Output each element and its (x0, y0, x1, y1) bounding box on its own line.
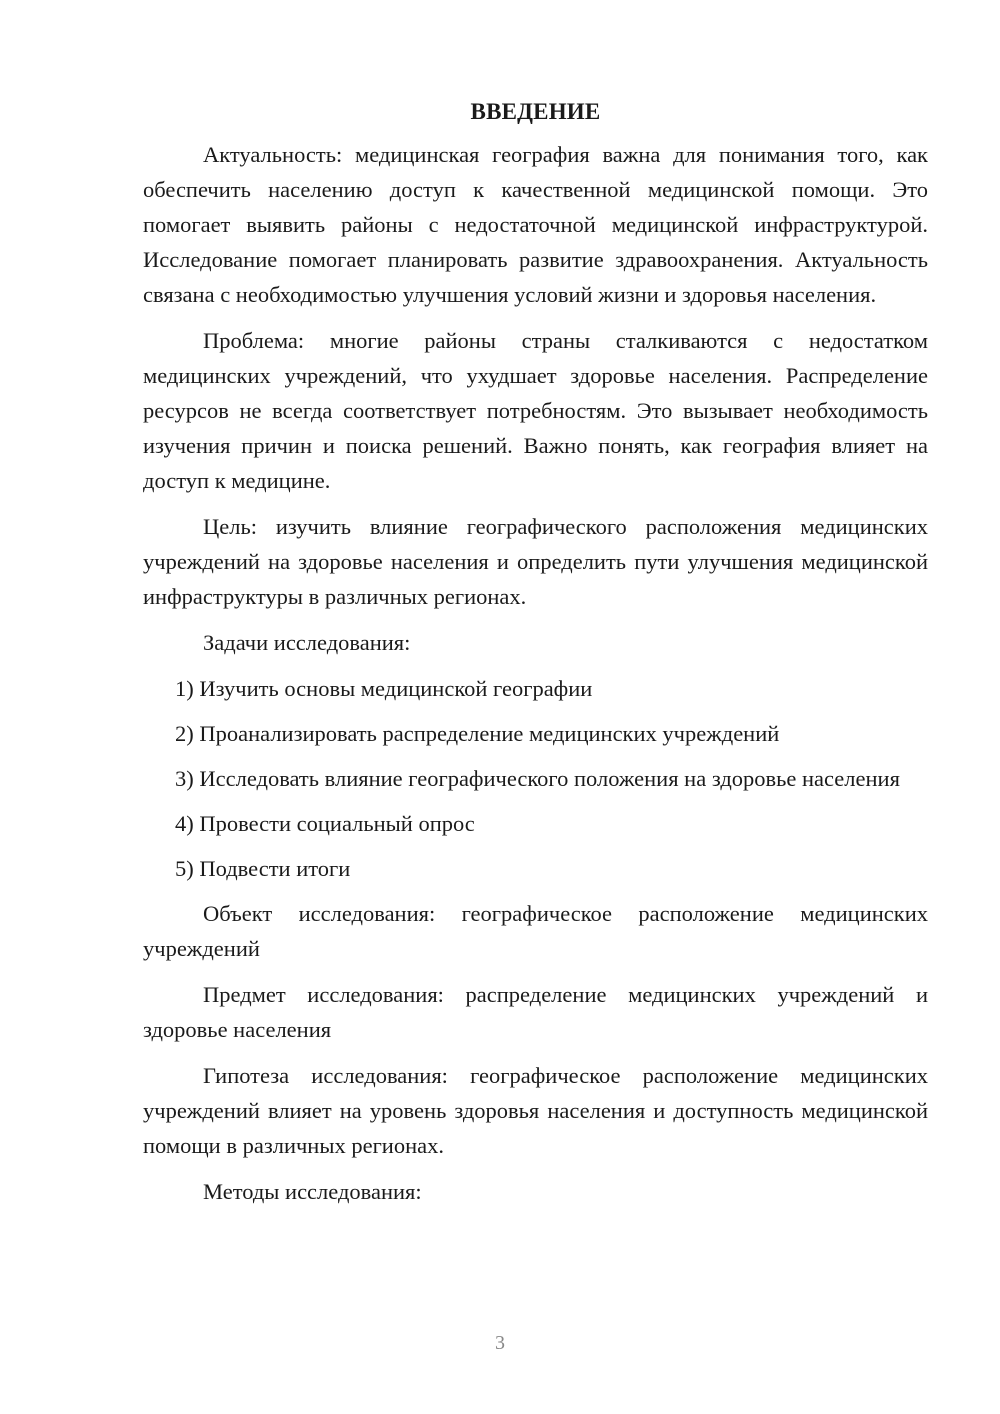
paragraph-problem: Проблема: многие районы страны сталкиваются с недостатком медицинских учреждений, что ухудшает здоровье населения. Распределение ресурсов не всегда соответствует потребностям. Это вызывает необходимость изучения причин и поиска решений. Важно понять, как география влияет на доступ к медицине. (143, 328, 928, 493)
paragraph-hypothesis: Гипотеза исследования: географическое расположение медицинских учреждений влияет на уровень здоровья населения и доступность медицинской помощи в различных регионах. (143, 1063, 928, 1158)
task-item-3: 3) Исследовать влияние географического положения на здоровье населения (175, 766, 900, 791)
task-item-4: 4) Провести социальный опрос (175, 811, 475, 836)
page-number: 3 (495, 1332, 505, 1354)
paragraph-relevance: Актуальность: медицинская география важна для понимания того, как обеспечить населению доступ к качественной медицинской помощи. Это помогает выявить районы с недостаточной медицинской инфраструктурой. Исследование помогает планировать развитие здравоохранения. Актуальность связана с необходимостью улучшения условий жизни и здоровья населения. (143, 142, 928, 307)
page-title: ВВЕДЕНИЕ (470, 99, 601, 124)
paragraph-subject: Предмет исследования: распределение медицинских учреждений и здоровье населения (143, 982, 928, 1042)
task-item-2: 2) Проанализировать распределение медицинских учреждений (175, 721, 780, 746)
paragraph-object: Объект исследования: географическое расположение медицинских учреждений (143, 901, 928, 961)
paragraph-methods: Методы исследования: (203, 1179, 422, 1204)
paragraph-goal: Цель: изучить влияние географического расположения медицинских учреждений на здоровье населения и определить пути улучшения медицинской инфраструктуры в различных регионах. (143, 514, 928, 609)
document-page (143, 95, 928, 1220)
task-item-1: 1) Изучить основы медицинской географии (175, 676, 593, 701)
task-item-5: 5) Подвести итоги (175, 856, 351, 881)
paragraph-tasks-heading: Задачи исследования: (203, 630, 411, 655)
